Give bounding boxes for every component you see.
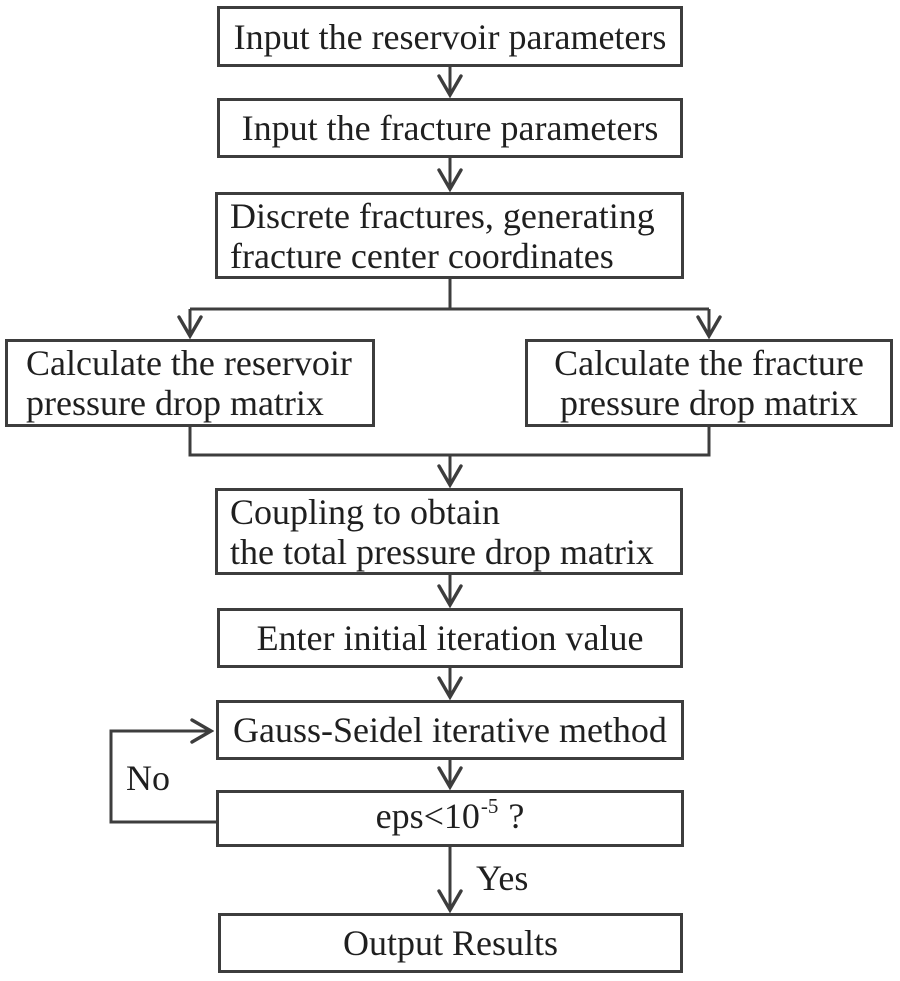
node-label (230, 492, 654, 572)
node-label: Input the fracture parameters (241, 108, 659, 148)
node-label-line1: Discrete fractures, generating (230, 195, 655, 236)
node-input-reservoir-parameters (217, 6, 683, 67)
node-label-line2: fracture center coordinates (230, 235, 614, 276)
node-input-fracture-parameters (217, 98, 683, 158)
node-discrete-fractures (215, 192, 684, 279)
node-eps-condition (216, 790, 684, 847)
node-label: Enter initial iteration value (256, 618, 644, 658)
node-label-line1: Calculate the reservoir (26, 343, 352, 383)
node-coupling-total-pressure-drop (215, 488, 683, 575)
node-label-line2: the total pressure drop matrix (230, 531, 654, 572)
node-calc-reservoir-pressure-drop (5, 339, 375, 427)
node-label (376, 796, 525, 841)
node-label-line2: pressure drop matrix (560, 383, 858, 423)
node-label-line1: Calculate the fracture (554, 343, 864, 383)
node-label (26, 343, 352, 423)
node-label-line1: Coupling to obtain (230, 491, 500, 532)
node-calc-fracture-pressure-drop (525, 339, 893, 427)
node-output-results (218, 913, 683, 973)
node-label: Input the reservoir parameters (233, 16, 667, 57)
node-label: Gauss-Seidel iterative method (233, 710, 667, 750)
eps-question-mark: ? (508, 796, 525, 836)
edge-label-no: No (126, 758, 170, 798)
edge-label-yes: Yes (476, 858, 529, 898)
node-enter-initial-iteration-value (217, 608, 683, 668)
eps-base: eps<10 (375, 796, 480, 836)
edge-split-bar (190, 279, 709, 309)
node-label: Output Results (342, 923, 558, 963)
edge-merge-bar (190, 427, 709, 455)
node-label-line2: pressure drop matrix (26, 383, 324, 423)
node-label (230, 196, 655, 276)
node-label (554, 343, 864, 423)
eps-superscript: -5 (480, 794, 499, 818)
node-gauss-seidel-method (216, 700, 684, 760)
